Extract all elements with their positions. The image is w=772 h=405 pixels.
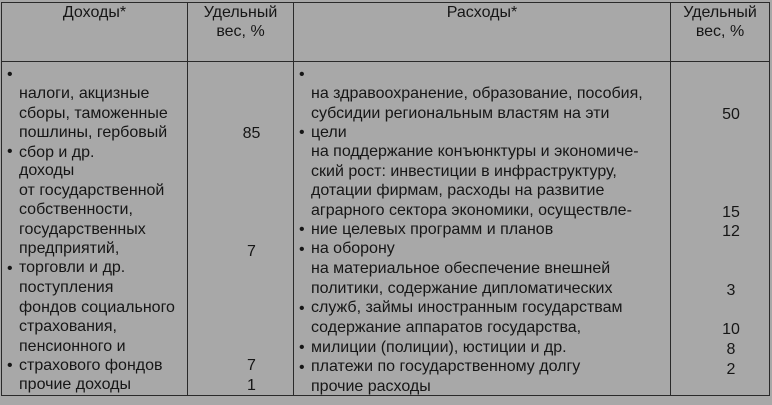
expense-shares-cell — [671, 62, 770, 396]
income-share-value: 85 — [242, 125, 261, 142]
income-item-social-funds — [7, 259, 183, 375]
expense-item-label: на оборону — [311, 240, 395, 258]
expense-share-value: 2 — [726, 361, 736, 378]
header-row — [2, 3, 770, 62]
expense-item-defense — [299, 220, 666, 258]
bullet: • — [299, 359, 305, 376]
bullet: • — [299, 124, 305, 141]
income-item-label: поступления фондов социального страхования, пенсионного и страхового фондов — [19, 279, 175, 375]
bullet: • — [299, 300, 305, 317]
expense-item-label: прочие расходы — [311, 378, 431, 396]
expense-share-header-label: Удельный вес, % — [683, 4, 757, 41]
expense-share-value: 10 — [722, 321, 740, 338]
bullet: • — [7, 357, 13, 374]
bullet: • — [7, 143, 13, 160]
body-row — [2, 62, 770, 396]
income-item-state-property — [7, 142, 183, 277]
expense-item-label: на здравоохранение, образование, пособия, субсидии региональным властям на эти цели — [311, 85, 643, 142]
income-item-label: налоги, акцизные сборы, таможенные пошлины, гербовый сбор и др. — [19, 85, 168, 161]
income-item-other — [7, 356, 183, 394]
expense-item-foreign-policy — [299, 240, 666, 317]
expense-item-label: на материальное обеспечение внешней политики, содержание дипломатических служб, займы иностранным государствам — [311, 260, 623, 317]
income-shares-cell — [188, 62, 294, 396]
expenses-header-label: Расходы* — [446, 4, 518, 21]
expense-share-value: 3 — [726, 282, 736, 299]
income-share-value: 7 — [247, 243, 256, 260]
income-header — [2, 3, 188, 62]
income-share-header-label: Удельный вес, % — [203, 4, 278, 41]
expense-share-header — [671, 3, 770, 62]
income-share-header — [188, 3, 294, 62]
bullet: • — [299, 241, 305, 258]
expense-item-label: платежи по государственному долгу — [311, 358, 581, 376]
bullet: • — [299, 66, 305, 83]
income-items-cell — [2, 62, 188, 396]
expenses-header — [294, 3, 671, 62]
expense-items-cell — [294, 62, 671, 396]
income-share-value: 1 — [247, 377, 256, 394]
expense-item-label: содержание аппаратов государства, милиции (полиции), юстиции и др. — [311, 319, 582, 356]
income-item-taxes — [7, 65, 183, 161]
expense-item-health-education — [299, 65, 666, 142]
expense-share-value: 8 — [726, 341, 736, 358]
bullet: • — [299, 221, 305, 238]
expense-item-economy — [299, 123, 666, 239]
expense-item-state-apparatus — [299, 299, 666, 356]
income-item-label: прочие доходы — [19, 376, 131, 394]
bullet: • — [7, 66, 13, 83]
bullet: • — [299, 339, 305, 356]
expense-item-debt-payments — [299, 338, 666, 376]
budget-table — [1, 2, 770, 396]
income-item-label: доходы от государственной собственности, государственных предприятий, торговли и др. — [19, 162, 165, 277]
expense-item-other — [299, 358, 666, 396]
expense-item-label: на поддержание конъюнктуры и экономиче- ский рост: инвестиции в инфраструктуру, дотации фирмам, расходы на развитие аграрного сектора экономики, осуществле- ние целевых программ и планов — [311, 143, 639, 239]
expense-share-value: 12 — [722, 223, 740, 240]
expense-share-value: 50 — [722, 106, 740, 123]
income-share-value: 7 — [247, 357, 256, 374]
bullet: • — [7, 260, 13, 277]
income-header-label: Доходы* — [62, 4, 127, 21]
expense-share-value: 15 — [722, 204, 740, 221]
